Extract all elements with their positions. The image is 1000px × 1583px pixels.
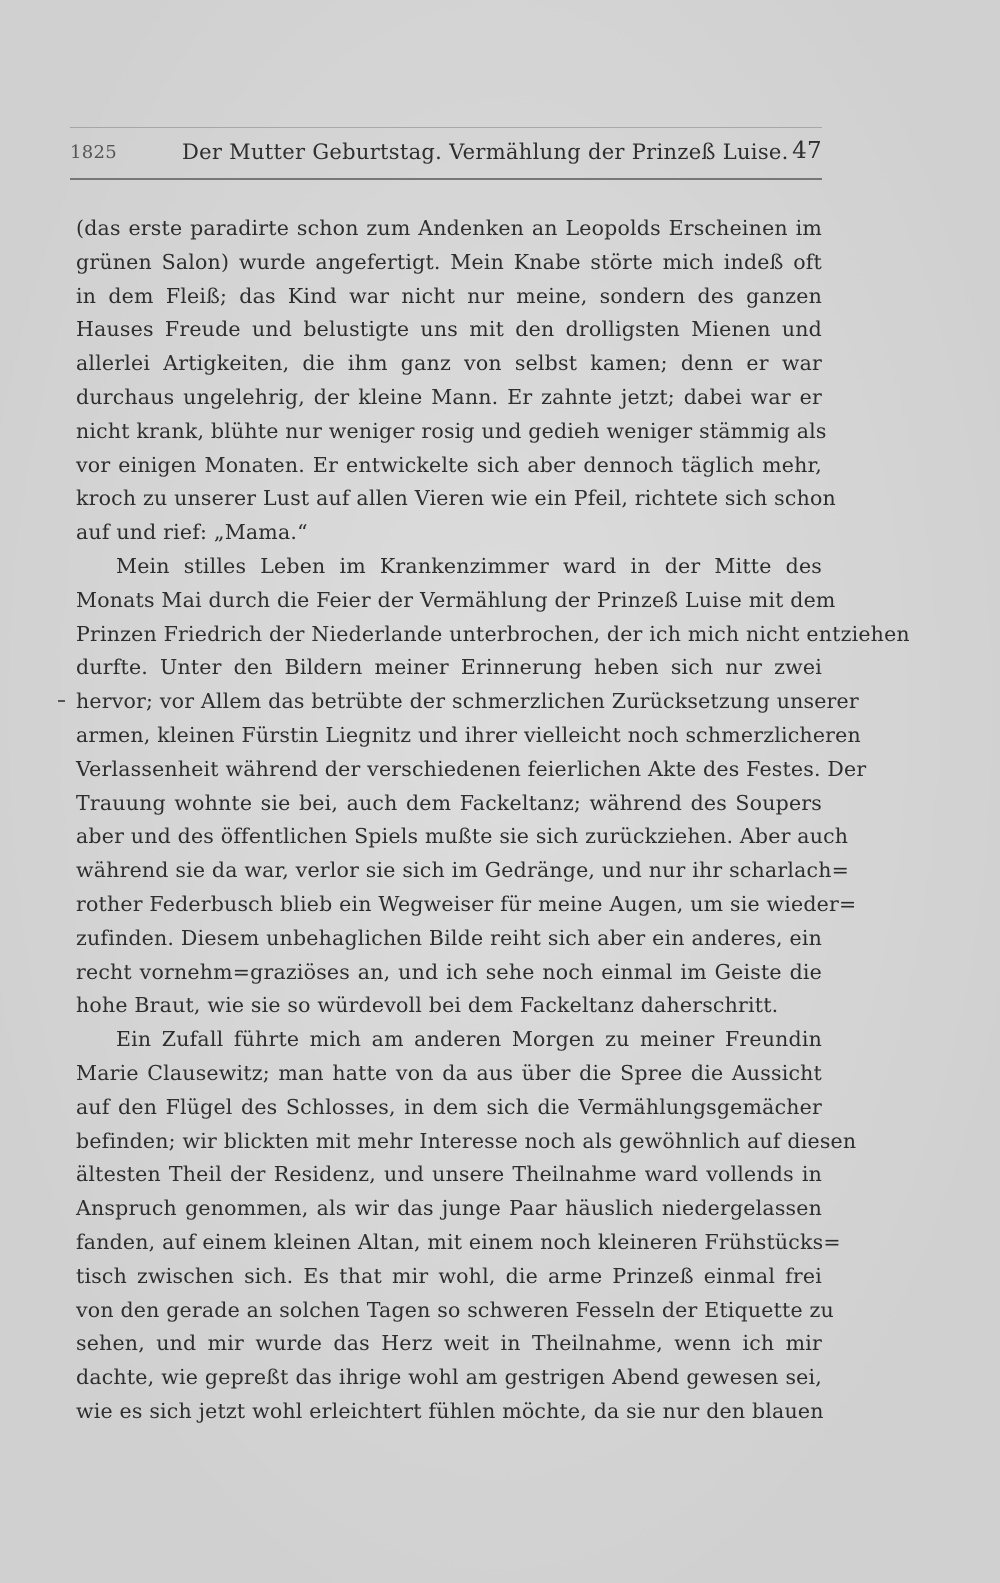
running-title: Der Mutter Geburtstag. Vermählung der Prinzeß Luise.	[182, 140, 789, 164]
text-line: sehen, und mir wurde das Herz weit in Theilnahme, wenn ich mir	[76, 1331, 822, 1356]
text-line: Marie Clausewitz; man hatte von da aus über die Spree die Aussicht	[76, 1060, 822, 1085]
text-line: durfte. Unter den Bildern meiner Erinnerung heben sich nur zwei	[76, 655, 822, 680]
header-top-rule	[70, 127, 822, 128]
running-header	[70, 138, 822, 170]
text-line: Anspruch genommen, als wir das junge Paar häuslich niedergelassen	[76, 1196, 822, 1221]
body-text	[76, 212, 910, 1429]
text-line: ältesten Theil der Residenz, und unsere Theilnahme ward vollends in	[76, 1162, 822, 1187]
text-line: armen, kleinen Fürstin Liegnitz und ihrer vielleicht noch schmerzlicheren	[76, 722, 861, 747]
text-line: auf den Flügel des Schlosses, in dem sich die Vermählungsgemächer	[76, 1094, 822, 1119]
text-line: Prinzen Friedrich der Niederlande unterbrochen, der ich mich nicht entziehen	[76, 621, 910, 646]
text-line: zufinden. Diesem unbehaglichen Bilde reiht sich aber ein anderes, ein	[76, 925, 822, 950]
text-line: wie es sich jetzt wohl erleichtert fühlen möchte, da sie nur den blauen	[76, 1398, 824, 1423]
header-bottom-rule	[70, 178, 822, 180]
text-line: Verlassenheit während der verschiedenen feierlichen Akte des Festes. Der	[76, 756, 867, 781]
text-line: Trauung wohnte sie bei, auch dem Fackeltanz; während des Soupers	[76, 790, 822, 815]
text-line: durchaus ungelehrig, der kleine Mann. Er zahnte jetzt; dabei war er	[76, 384, 822, 409]
text-line: aber und des öffentlichen Spiels mußte sie sich zurückziehen. Aber auch	[76, 824, 849, 849]
text-line: in dem Fleiß; das Kind war nicht nur meine, sondern des ganzen	[76, 283, 822, 308]
text-line: (das erste paradirte schon zum Andenken an Leopolds Erscheinen im	[76, 216, 822, 240]
text-line: hohe Braut, wie sie so würdevoll bei dem Fackeltanz daherschritt.	[76, 993, 779, 1018]
text-line: Monats Mai durch die Feier der Vermählung der Prinzeß Luise mit dem	[76, 587, 836, 612]
text-line: grünen Salon) wurde angefertigt. Mein Knabe störte mich indeß oft	[76, 249, 822, 274]
text-line: nicht krank, blühte nur weniger rosig und gedieh weniger stämmig als	[76, 418, 827, 443]
text-line: von den gerade an solchen Tagen so schweren Fesseln der Etiquette zu	[76, 1297, 834, 1322]
text-line: kroch zu unserer Lust auf allen Vieren wie ein Pfeil, richtete sich schon	[76, 486, 836, 511]
text-line: Mein stilles Leben im Krankenzimmer ward in der Mitte des	[116, 553, 822, 578]
text-line: während sie da war, verlor sie sich im Gedränge, und nur ihr scharlach=	[76, 858, 849, 883]
margin-mark	[58, 700, 65, 702]
page-number: 47	[792, 138, 822, 164]
text-line: rother Federbusch blieb ein Wegweiser für meine Augen, um sie wieder=	[76, 891, 857, 916]
text-line: tisch zwischen sich. Es that mir wohl, die arme Prinzeß einmal frei	[76, 1263, 822, 1288]
text-line: recht vornehm=graziöses an, und ich sehe noch einmal im Geiste die	[76, 959, 822, 984]
text-line: allerlei Artigkeiten, die ihm ganz von selbst kamen; denn er war	[76, 351, 822, 376]
text-line: dachte, wie gepreßt das ihrige wohl am gestrigen Abend gewesen sei,	[76, 1365, 822, 1390]
text-line: vor einigen Monaten. Er entwickelte sich aber dennoch täglich mehr,	[76, 452, 822, 477]
text-line: hervor; vor Allem das betrübte der schmerzlichen Zurücksetzung unserer	[76, 689, 859, 714]
text-line: fanden, auf einem kleinen Altan, mit einem noch kleineren Frühstücks=	[76, 1229, 841, 1254]
text-line: befinden; wir blickten mit mehr Interesse noch als gewöhnlich auf diesen	[76, 1128, 857, 1153]
text-line: auf und rief: „Mama.“	[76, 520, 308, 545]
header-year: 1825	[70, 142, 118, 163]
text-line: Ein Zufall führte mich am anderen Morgen zu meiner Freundin	[116, 1027, 822, 1052]
text-line: Hauses Freude und belustigte uns mit den drolligsten Mienen und	[76, 317, 822, 342]
